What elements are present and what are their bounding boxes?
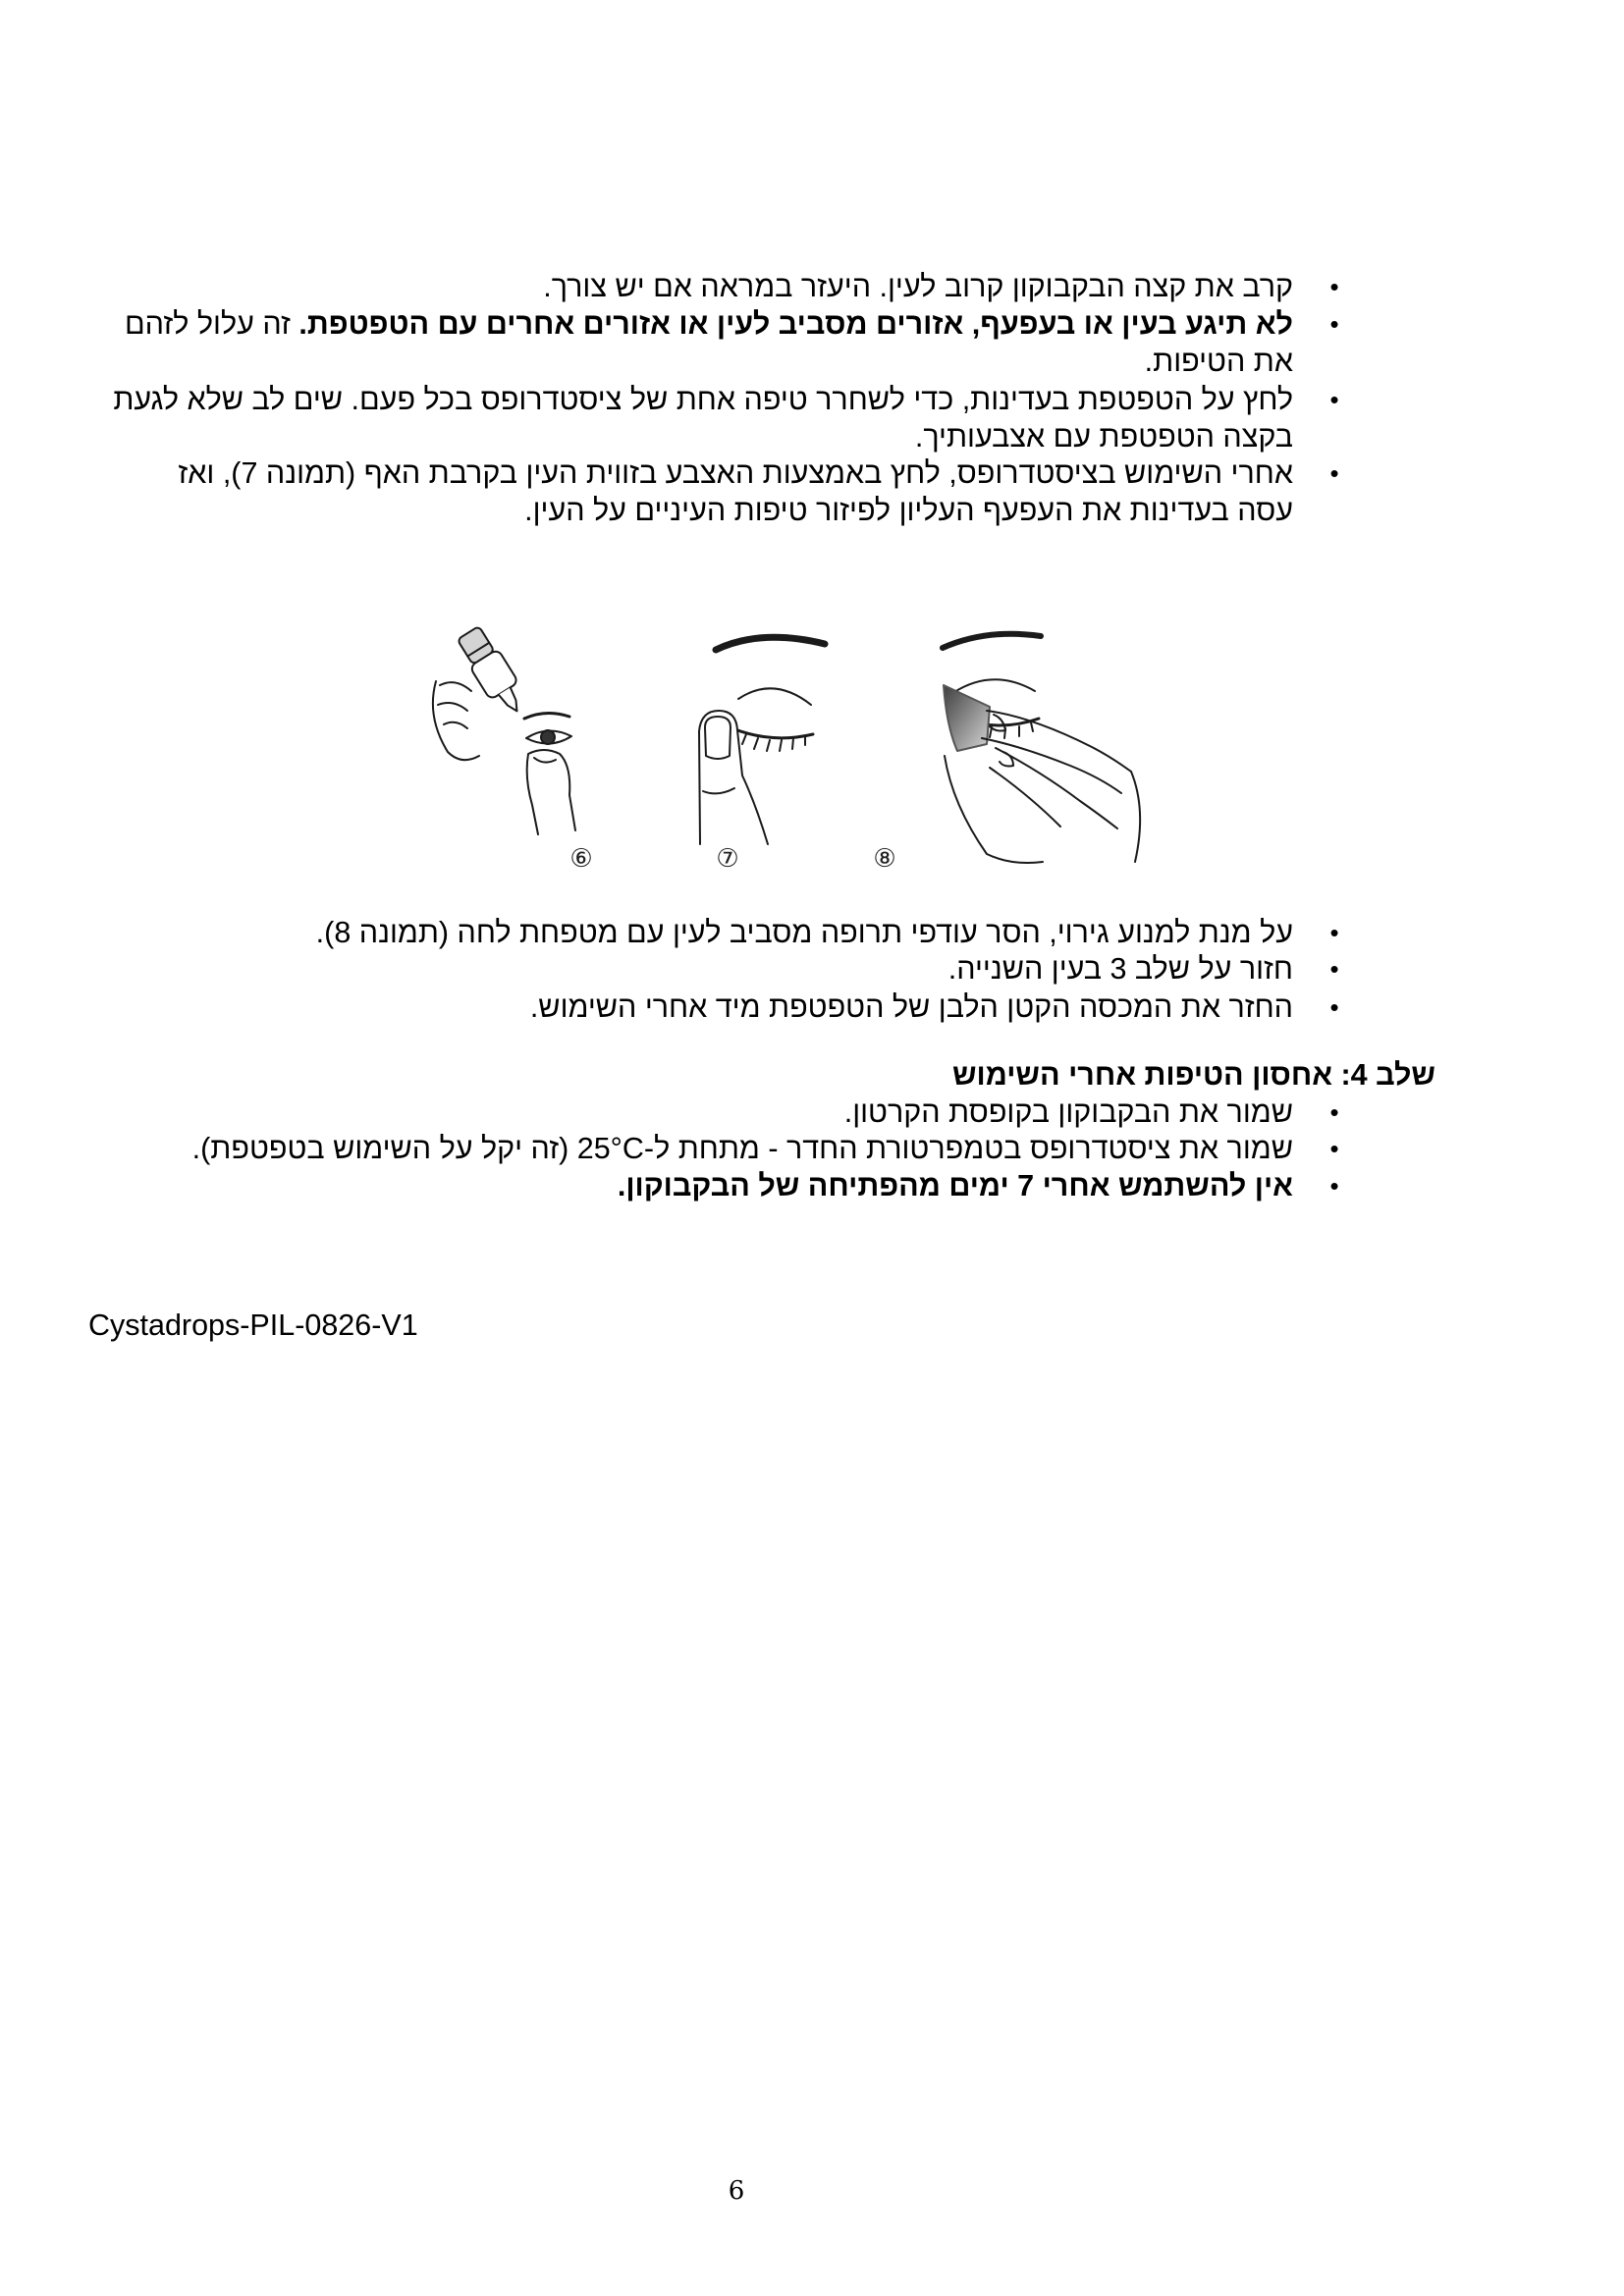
thumb xyxy=(945,756,1043,863)
eyebrow xyxy=(716,637,825,650)
eyelid-crease xyxy=(954,679,1035,692)
dropper-bottle xyxy=(454,624,531,721)
instruction-item xyxy=(135,455,1339,529)
step-4-heading: שלב 4: אחסון הטיפות אחרי השימוש xyxy=(951,1058,1435,1092)
eyebrow xyxy=(943,634,1041,648)
hand-back xyxy=(1131,772,1140,862)
item-text-line: החזר את המכסה הקטן הלבן של הטפטפת מיד אחרי השימוש. xyxy=(529,990,1293,1024)
bullet-marker: • xyxy=(1329,1134,1339,1163)
item-text-line: שמור את ציסטדרופס בטמפרטורת החדר - מתחת ל-25°C (זה יקל על השימוש בטפטפת). xyxy=(191,1132,1293,1165)
instruction-item xyxy=(135,989,1339,1027)
figure-8-label: ⑧ xyxy=(873,844,896,874)
item-text-line: שמור את הבקבוקון בקופסת הקרטון. xyxy=(843,1095,1293,1129)
item-text-line: בקצה הטפטפת עם אצבעותיך. xyxy=(914,419,1293,454)
bullet-marker: • xyxy=(1329,1171,1339,1201)
item-text-line: אין להשתמש אחרי 7 ימים מהפתיחה של הבקבוקון. xyxy=(617,1169,1293,1202)
finger xyxy=(699,711,768,844)
instruction-item xyxy=(135,951,1339,988)
eyelid-crease xyxy=(738,688,811,705)
storage-item xyxy=(135,1095,1339,1132)
item-text-line: עסה בעדינות את העפעף העליון לפיזור טיפות העיניים על העין. xyxy=(524,493,1293,527)
page-number: 6 xyxy=(728,2176,745,2206)
figure-7-pressing-eye-corner xyxy=(699,637,825,844)
item-text-line: קרב את קצה הבקבוקון קרוב לעין. היעזר במראה אם יש צורך. xyxy=(543,270,1293,303)
item-text-line: חזור על שלב 3 בעין השנייה. xyxy=(947,952,1293,986)
bullet-marker: • xyxy=(1329,385,1339,414)
item-text-line xyxy=(124,306,1293,344)
figure-7-label: ⑦ xyxy=(716,844,739,874)
item-text-line: אחרי השימוש בציסטדרופס, לחץ באמצעות האצבע בזווית העין בקרבת האף (תמונה 7), ואז xyxy=(178,456,1293,490)
item-text-line: על מנת למנוע גירוי, הסר עודפי תרופה מסביב לעין עם מטפחת לחה (תמונה 8). xyxy=(315,916,1293,949)
figure-6-label: ⑥ xyxy=(569,844,593,874)
bullet-marker: • xyxy=(1329,1097,1339,1127)
instruction-item-warning xyxy=(124,306,1339,380)
figure-8-wiping-with-tissue xyxy=(943,634,1140,863)
warning-bold-text: לא תיגע בעין או בעפעף, אזורים מסביב לעין או אזורים אחרים עם הטפטפת. xyxy=(298,307,1293,341)
eye-drop-illustrations xyxy=(422,609,1168,883)
storage-item-warning xyxy=(135,1168,1339,1205)
instruction-item xyxy=(135,269,1339,306)
document-code: Cystadrops-PIL-0826-V1 xyxy=(88,1308,418,1342)
bullet-marker: • xyxy=(1329,918,1339,947)
lower-lid-finger xyxy=(527,750,575,834)
bullet-marker: • xyxy=(1329,458,1339,488)
bullet-marker: • xyxy=(1329,272,1339,301)
tissue xyxy=(944,685,990,751)
bullet-marker: • xyxy=(1329,954,1339,984)
instruction-item xyxy=(135,915,1339,952)
eyebrow xyxy=(524,713,569,719)
item-text-line: לחץ על הטפטפת בעדינות, כדי לשחרר טיפה אחת של ציסטדרופס בכל פעם. שים לב שלא לגעת xyxy=(113,383,1293,416)
warning-rest-text: זה עלול לזהם xyxy=(124,307,291,341)
instruction-item xyxy=(113,382,1339,455)
bullet-marker: • xyxy=(1329,309,1339,339)
storage-item xyxy=(135,1131,1339,1168)
item-text-line: את הטיפות. xyxy=(1144,344,1293,378)
iris xyxy=(541,730,555,744)
bullet-marker: • xyxy=(1329,992,1339,1022)
holding-fingers xyxy=(433,681,479,760)
figure-6-instilling-drops xyxy=(433,624,575,834)
